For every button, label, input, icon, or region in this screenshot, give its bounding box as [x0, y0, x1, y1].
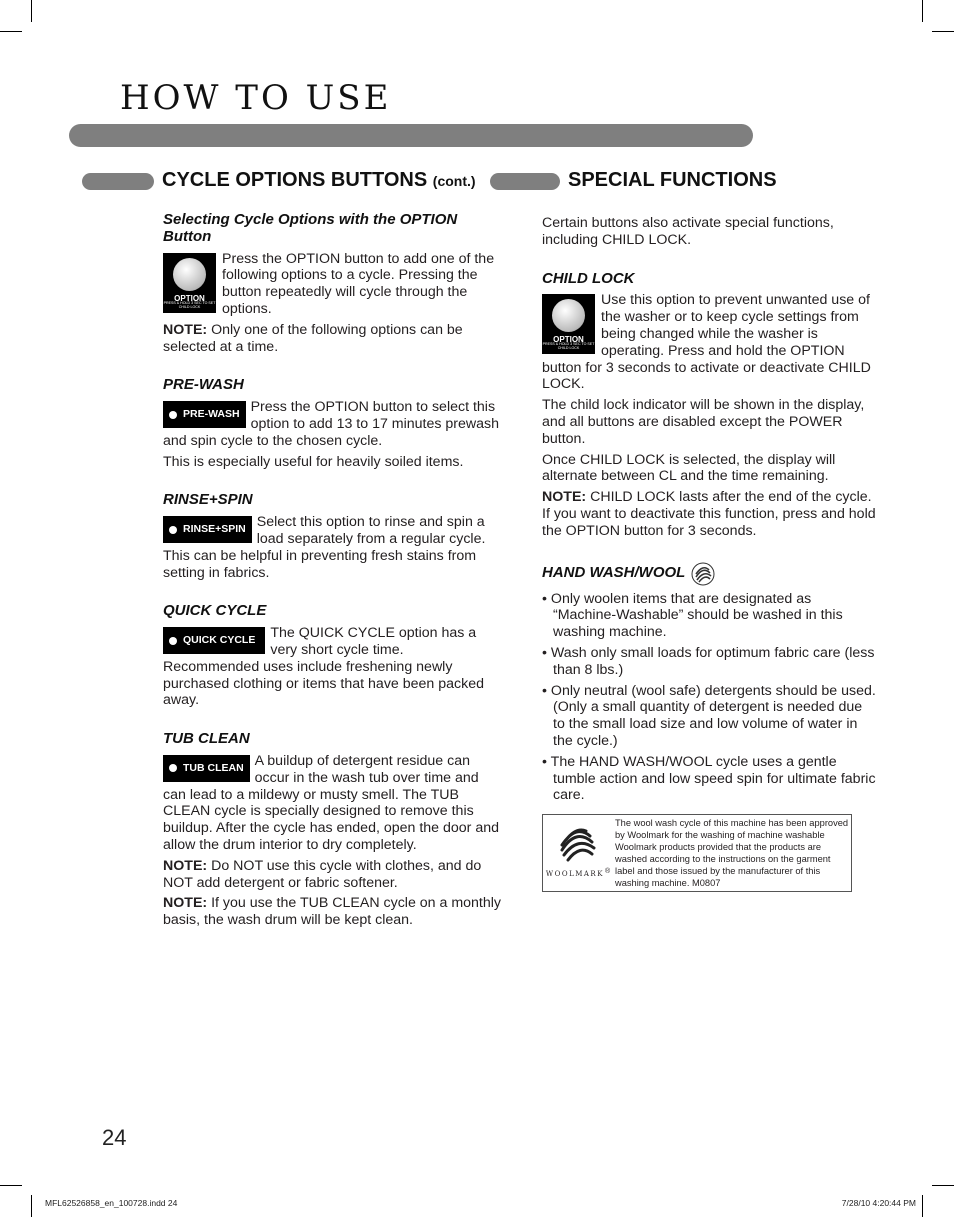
rinse-badge-label: RINSE+SPIN — [183, 523, 246, 536]
tub-text: A buildup of detergent residue can occur in the wash tub over time and can lead to a mildewy or musty smell. The TUB CLEAN cycle is specially designed to remove this buildup. After the cycle has ended, open the door and allow the drum interior to dry completely. — [163, 752, 500, 853]
quick-subheading: QUICK CYCLE — [163, 602, 267, 620]
note-label: NOTE: — [542, 489, 587, 506]
child-lock-text: Use this option to prevent unwanted use of the washer or to keep cycle settings from being changed while the washer is operating. Press and hold the OPTION button for 3 seconds to activate or deactivate CHILD LOCK. — [542, 292, 871, 393]
title-rule-bar — [69, 124, 753, 147]
quick-badge-label: QUICK CYCLE — [183, 634, 256, 647]
option-button-small-text: PRESS & HOLD 3 SEC TO SET CHILD LOCK — [163, 300, 216, 309]
cycle-options-heading-suffix: (cont.) — [432, 173, 476, 189]
list-item: • Only woolen items that are designated as “Machine-Washable” should be washed in this washing machine. — [542, 591, 877, 641]
left-column — [163, 212, 503, 933]
option-button-label: OPTION — [174, 293, 205, 303]
woolmark-logo — [543, 815, 613, 891]
dot-icon — [169, 411, 177, 419]
quick-text: The QUICK CYCLE option has a very short cycle time. Recommended uses include freshening newly purchased clothing or items that have been packed away. — [163, 625, 484, 709]
prewash-badge-label: PRE-WASH — [183, 408, 240, 421]
dot-icon — [169, 637, 177, 645]
wool-subheading — [542, 562, 877, 586]
note-label: NOTE: — [163, 895, 208, 912]
wool-list — [542, 591, 877, 805]
tub-note-2-text: If you use the TUB CLEAN cycle on a monthly basis, the wash drum will be kept clean. — [163, 895, 502, 929]
woolmark-logo-text: WOOLMARK — [545, 869, 604, 878]
quick-badge — [163, 627, 265, 654]
tub-note-1 — [163, 858, 503, 892]
child-lock-subheading: CHILD LOCK — [542, 269, 635, 287]
prewash-badge — [163, 401, 246, 428]
page-title: HOW TO USE — [120, 78, 392, 118]
child-lock-button-image — [542, 294, 595, 354]
woolmark-logo-icon — [556, 824, 600, 864]
dot-icon — [169, 764, 177, 772]
page-number: 24 — [102, 1125, 127, 1150]
dot-icon — [169, 526, 177, 534]
footer-file-name: MFL62526858_en_100728.indd 24 — [45, 1198, 178, 1208]
list-item: • Only neutral (wool safe) detergents should be used. (Only a small quantity of detergent is needed due to the small load size and low volume of water in the cycle.) — [542, 683, 877, 750]
right-column — [542, 215, 877, 892]
special-functions-heading: SPECIAL FUNCTIONS — [568, 169, 777, 191]
option-subheading: Selecting Cycle Options with the OPTION Button — [163, 211, 458, 245]
wool-subheading-text: HAND WASH/WOOL — [542, 564, 686, 582]
tub-subheading: TUB CLEAN — [163, 730, 250, 748]
cycle-options-heading — [162, 169, 476, 192]
prewash-text-2: This is especially useful for heavily soiled items. — [163, 453, 464, 470]
tub-note-1-text: Do NOT use this cycle with clothes, and do NOT add detergent or fabric softener. — [163, 857, 482, 891]
woolmark-box — [542, 814, 852, 892]
option-button-circle — [173, 258, 206, 291]
crop-mark — [0, 31, 22, 32]
rinse-subheading: RINSE+SPIN — [163, 491, 253, 509]
option-note-text: Only one of the following options can be selected at a time. — [163, 321, 463, 355]
child-lock-note — [542, 489, 877, 539]
child-lock-text-2: The child lock indicator will be shown in the display, and all buttons are disabled except the POWER button. — [542, 397, 865, 447]
option-note — [163, 322, 503, 356]
rinse-text: Select this option to rinse and spin a load separately from a regular cycle. This can be helpful in preventing fresh stains from setting in fabrics. — [163, 514, 486, 581]
footer-timestamp: 7/28/10 4:20:44 PM — [841, 1198, 916, 1208]
special-intro: Certain buttons also activate special functions, including CHILD LOCK. — [542, 215, 834, 248]
list-item: • The HAND WASH/WOOL cycle uses a gentle tumble action and low speed spin for ultimate fabric care. — [542, 754, 877, 804]
note-label: NOTE: — [163, 857, 208, 874]
woolmark-icon — [691, 562, 715, 586]
cycle-options-heading-text: CYCLE OPTIONS BUTTONS — [162, 169, 428, 191]
option-button-label: OPTION — [553, 335, 584, 345]
tub-badge — [163, 755, 250, 782]
option-text: Press the OPTION button to add one of the following options to a cycle. Pressing the button repeatedly will cycle through the options. — [222, 250, 495, 317]
child-lock-text-3: Once CHILD LOCK is selected, the display will alternate between CL and the time remaining. — [542, 451, 836, 485]
crop-mark — [922, 1195, 923, 1217]
tub-badge-label: TUB CLEAN — [183, 762, 244, 775]
crop-mark — [31, 0, 32, 22]
prewash-text: Press the OPTION button to select this option to add 13 to 17 minutes prewash and spin cycle to the chosen cycle. — [163, 399, 500, 449]
registered-mark: ® — [604, 867, 611, 875]
prewash-subheading: PRE-WASH — [163, 376, 244, 394]
crop-mark — [932, 31, 954, 32]
rinse-badge — [163, 516, 252, 543]
child-lock-note-text: CHILD LOCK lasts after the end of the cycle. If you want to deactivate this function, press and hold the OPTION button for 3 seconds. — [542, 489, 876, 539]
note-label: NOTE: — [163, 321, 208, 338]
option-button-circle — [552, 299, 585, 332]
option-button-image — [163, 253, 216, 313]
section-pill-right — [490, 173, 560, 190]
crop-mark — [0, 1185, 22, 1186]
section-pill-left — [82, 173, 154, 190]
crop-mark — [922, 0, 923, 22]
tub-note-2 — [163, 895, 503, 929]
crop-mark — [932, 1185, 954, 1186]
list-item: • Wash only small loads for optimum fabric care (less than 8 lbs.) — [542, 645, 877, 679]
option-button-small-text: PRESS & HOLD 3 SEC TO SET CHILD LOCK — [542, 342, 595, 351]
woolmark-text: The wool wash cycle of this machine has been approved by Woolmark for the washing of machine washable Woolmark products provided that the products are washed according to the instructions on the garment label and those issued by the manufacturer of this washing machine. M0807 — [615, 818, 849, 889]
crop-mark — [31, 1195, 32, 1217]
